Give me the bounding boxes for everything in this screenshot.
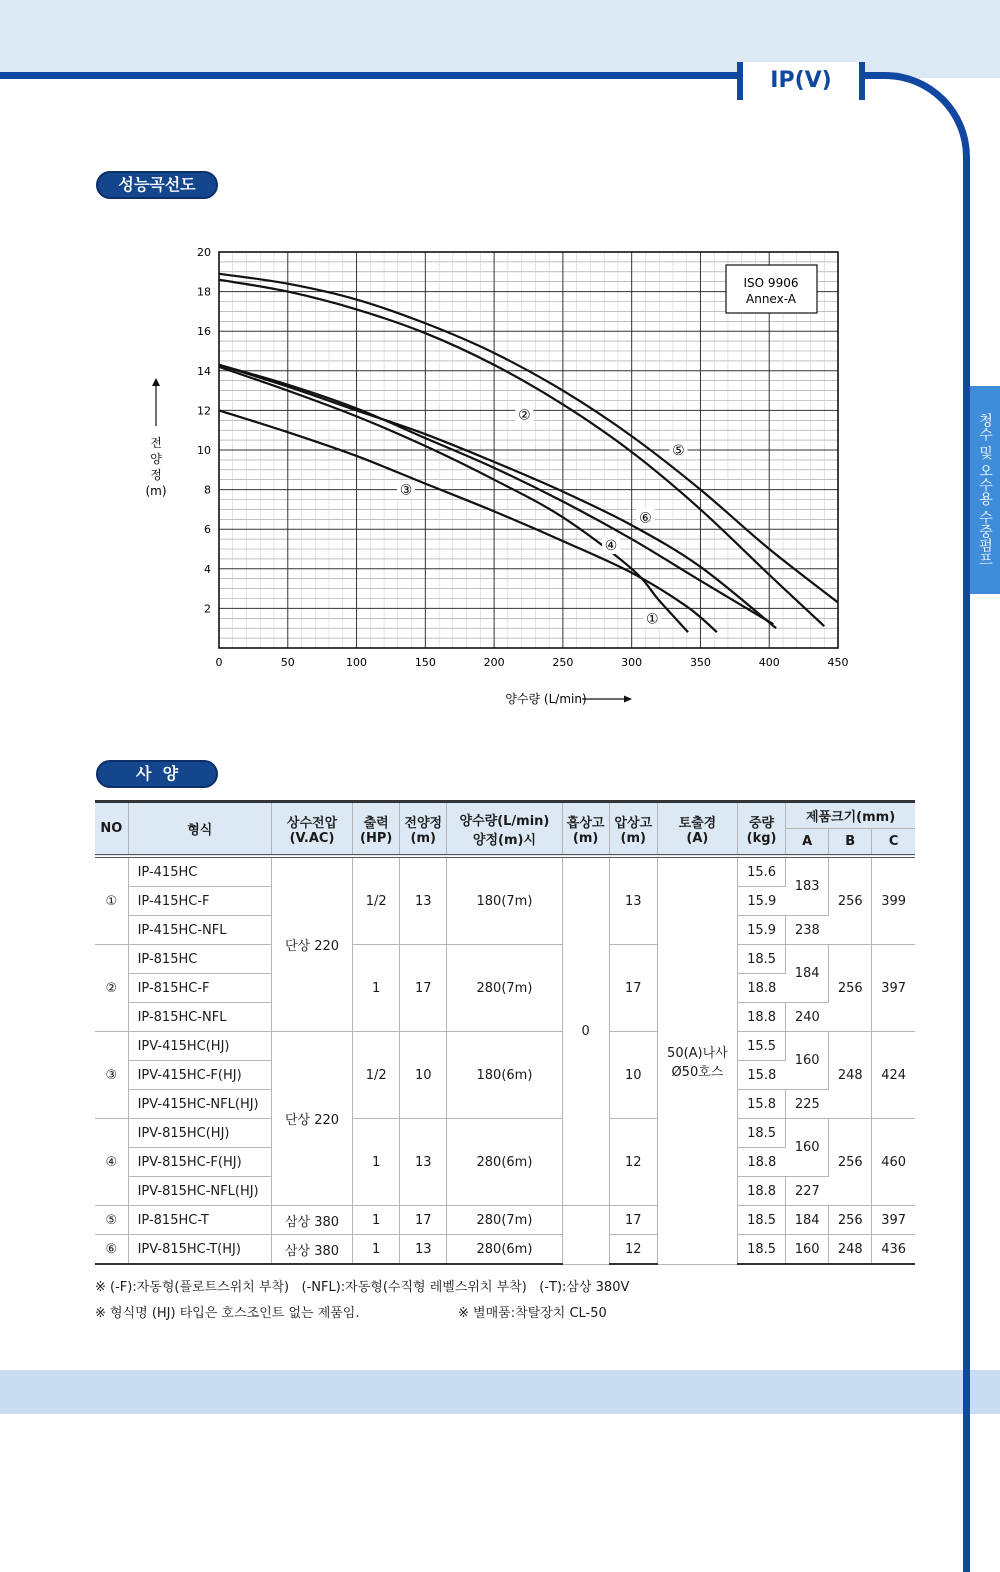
spec-table — [95, 800, 915, 1265]
header-outlet: 토출경 (A) — [657, 802, 737, 857]
head-cell: 13 — [400, 1235, 447, 1265]
row-no: ⑤ — [95, 1206, 128, 1235]
flow-cell: 280(7m) — [447, 1206, 562, 1235]
series-line — [219, 274, 838, 603]
table-row — [95, 1032, 915, 1061]
series-label: ④ — [604, 538, 618, 555]
model-cell: IPV-815HC(HJ) — [128, 1119, 271, 1148]
model-cell: IPV-815HC-T(HJ) — [128, 1235, 271, 1265]
model-cell: IP-815HC-NFL — [128, 1003, 271, 1032]
size-b-cell: 256 — [829, 945, 872, 1032]
hp-cell: 1 — [353, 1206, 400, 1235]
model-cell: IP-815HC-F — [128, 974, 271, 1003]
flow-cell: 180(7m) — [447, 856, 562, 945]
section-title-performance: 성능곡선도 — [96, 171, 218, 199]
weight-cell: 18.8 — [738, 1003, 786, 1032]
note-line-1: ※ (-F):자동형(플로트스위치 부착) (-NFL):자동형(수직형 레벨스위치 부착) (-T):삼상 380V — [95, 1280, 630, 1295]
model-cell: IPV-415HC-NFL(HJ) — [128, 1090, 271, 1119]
header-size-a: A — [786, 829, 829, 857]
size-c-cell: 436 — [872, 1235, 915, 1265]
header-flow: 양수량(L/min) 양정(m)시 — [447, 802, 562, 857]
size-a-cell: 184 — [786, 1206, 829, 1235]
x-tick-label: 300 — [621, 656, 643, 669]
weight-cell: 15.6 — [738, 856, 786, 887]
note-line-2b: ※ 별매품:착탈장치 CL-50 — [458, 1306, 607, 1321]
y-tick-label: 16 — [197, 325, 211, 339]
y-tick-label: 18 — [197, 285, 211, 299]
size-b-cell: 248 — [829, 1032, 872, 1119]
head-cell: 13 — [400, 1119, 447, 1206]
row-no: ④ — [95, 1119, 128, 1206]
annotation-text: Annex-A — [746, 292, 796, 306]
header-output: 출력 (HP) — [353, 802, 400, 857]
header-weight: 중량 (kg) — [738, 802, 786, 857]
size-c-cell: 399 — [872, 856, 915, 945]
y-tick-label: 12 — [197, 404, 211, 418]
model-cell: IPV-415HC-F(HJ) — [128, 1061, 271, 1090]
row-no: ⑥ — [95, 1235, 128, 1265]
x-tick-label: 0 — [215, 656, 223, 669]
hp-cell: 1 — [353, 1235, 400, 1265]
x-tick-label: 450 — [827, 656, 849, 669]
table-row — [95, 1119, 915, 1148]
y-tick-label: 6 — [204, 523, 211, 537]
note-line-2a: ※ 형식명 (HJ) 타입은 호스조인트 없는 제품임. — [95, 1306, 360, 1321]
suction-cell: 0 — [562, 856, 609, 1206]
model-cell: IP-815HC — [128, 945, 271, 974]
press-cell: 17 — [609, 945, 657, 1032]
size-b-cell: 256 — [829, 856, 872, 945]
table-row — [95, 1235, 915, 1265]
series-label: ⑥ — [639, 510, 652, 527]
press-cell: 10 — [609, 1032, 657, 1119]
model-cell: IP-415HC — [128, 856, 271, 887]
flow-cell: 280(6m) — [447, 1235, 562, 1265]
table-row — [95, 945, 915, 974]
weight-cell: 15.9 — [738, 887, 786, 916]
weight-cell: 18.5 — [738, 1206, 786, 1235]
header-press: 압상고 (m) — [609, 802, 657, 857]
side-tab[interactable]: 청수 및 오수용 수중펌프 — [970, 386, 1000, 594]
x-tick-label: 150 — [414, 656, 436, 669]
size-a-cell: 238 — [786, 916, 829, 945]
y-axis-label: (m) — [145, 484, 167, 498]
hp-cell: 1 — [353, 1119, 400, 1206]
head-cell: 17 — [400, 945, 447, 1032]
size-c-cell: 460 — [872, 1119, 915, 1206]
series-label: ⑤ — [672, 443, 685, 459]
size-a-cell: 160 — [786, 1235, 829, 1265]
series-line — [219, 365, 773, 624]
size-a-cell: 160 — [786, 1032, 829, 1090]
hp-cell: 1/2 — [353, 856, 400, 945]
size-a-cell: 240 — [786, 1003, 829, 1032]
y-axis-label: 정 — [150, 468, 162, 482]
y-tick-label: 10 — [197, 444, 211, 457]
row-no: ③ — [95, 1032, 128, 1119]
weight-cell: 15.9 — [738, 916, 786, 945]
header-size-c: C — [872, 829, 915, 857]
x-tick-label: 50 — [280, 656, 295, 669]
size-a-cell: 225 — [786, 1090, 829, 1119]
header-suction: 흡상고 (m) — [562, 802, 609, 857]
size-c-cell: 397 — [872, 1206, 915, 1235]
x-axis-arrowhead — [624, 696, 632, 703]
size-b-cell: 256 — [829, 1119, 872, 1206]
header-size: 제품크기(mm) — [786, 802, 915, 829]
y-tick-label: 20 — [197, 246, 211, 259]
x-tick-label: 350 — [689, 656, 711, 669]
header-model: 형식 — [128, 802, 271, 857]
x-tick-label: 100 — [346, 656, 368, 669]
series-label: ② — [518, 407, 531, 424]
x-tick-label: 200 — [483, 656, 505, 669]
y-tick-label: 2 — [204, 602, 211, 616]
header-voltage: 상수전압 (V.AC) — [271, 802, 352, 857]
hp-cell: 1/2 — [353, 1032, 400, 1119]
weight-cell: 18.8 — [738, 974, 786, 1003]
press-cell: 17 — [609, 1206, 657, 1235]
head-cell: 13 — [400, 856, 447, 945]
model-cell: IP-415HC-NFL — [128, 916, 271, 945]
series-label: ① — [646, 611, 659, 628]
weight-cell: 15.5 — [738, 1032, 786, 1061]
voltage-cell: 단상 220 — [271, 856, 352, 1032]
size-b-cell: 256 — [829, 1206, 872, 1235]
voltage-cell: 단상 220 — [271, 1032, 352, 1206]
flow-cell: 180(6m) — [447, 1032, 562, 1119]
page-title: IP(V) — [737, 62, 865, 100]
model-cell: IPV-415HC(HJ) — [128, 1032, 271, 1061]
model-cell: IP-415HC-F — [128, 887, 271, 916]
x-tick-label: 250 — [552, 656, 574, 669]
row-no: ② — [95, 945, 128, 1032]
row-no: ① — [95, 856, 128, 945]
weight-cell: 15.8 — [738, 1061, 786, 1090]
weight-cell: 18.5 — [738, 1119, 786, 1148]
header-head: 전양정 (m) — [400, 802, 447, 857]
voltage-cell: 삼상 380 — [271, 1235, 352, 1265]
size-a-cell: 160 — [786, 1119, 829, 1177]
weight-cell: 18.5 — [738, 1235, 786, 1265]
weight-cell: 18.5 — [738, 945, 786, 974]
head-cell: 17 — [400, 1206, 447, 1235]
performance-chart — [130, 240, 890, 720]
model-cell: IP-815HC-T — [128, 1206, 271, 1235]
y-axis-arrowhead — [152, 378, 160, 386]
y-tick-label: 4 — [204, 562, 211, 576]
size-c-cell: 424 — [872, 1032, 915, 1119]
y-tick-label: 8 — [204, 483, 211, 497]
section-title-spec: 사 양 — [96, 760, 218, 788]
series-label: ③ — [399, 482, 413, 499]
y-axis-label: 양 — [150, 452, 162, 466]
y-tick-label: 14 — [197, 364, 211, 378]
flow-cell: 280(6m) — [447, 1119, 562, 1206]
suction-cell-empty — [562, 1206, 609, 1265]
annotation-text: ISO 9906 — [743, 276, 799, 290]
header-no: NO — [95, 802, 128, 857]
x-axis-label: 양수량 (L/min) — [505, 692, 587, 706]
size-a-cell: 184 — [786, 945, 829, 1003]
weight-cell: 18.8 — [738, 1177, 786, 1206]
size-a-cell: 183 — [786, 856, 829, 916]
head-cell: 10 — [400, 1032, 447, 1119]
hp-cell: 1 — [353, 945, 400, 1032]
outlet-cell: 50(A)나사 Ø50호스 — [657, 856, 737, 1264]
press-cell: 12 — [609, 1235, 657, 1265]
size-b-cell: 248 — [829, 1235, 872, 1265]
press-cell: 12 — [609, 1119, 657, 1206]
model-cell: IPV-815HC-F(HJ) — [128, 1148, 271, 1177]
model-cell: IPV-815HC-NFL(HJ) — [128, 1177, 271, 1206]
weight-cell: 18.8 — [738, 1148, 786, 1177]
flow-cell: 280(7m) — [447, 945, 562, 1032]
y-axis-label: 전 — [150, 436, 162, 450]
size-c-cell: 397 — [872, 945, 915, 1032]
table-row — [95, 856, 915, 887]
weight-cell: 15.8 — [738, 1090, 786, 1119]
header-size-b: B — [829, 829, 872, 857]
voltage-cell: 삼상 380 — [271, 1206, 352, 1235]
table-row — [95, 1206, 915, 1235]
press-cell: 13 — [609, 856, 657, 945]
x-tick-label: 400 — [758, 656, 780, 669]
size-a-cell: 227 — [786, 1177, 829, 1206]
